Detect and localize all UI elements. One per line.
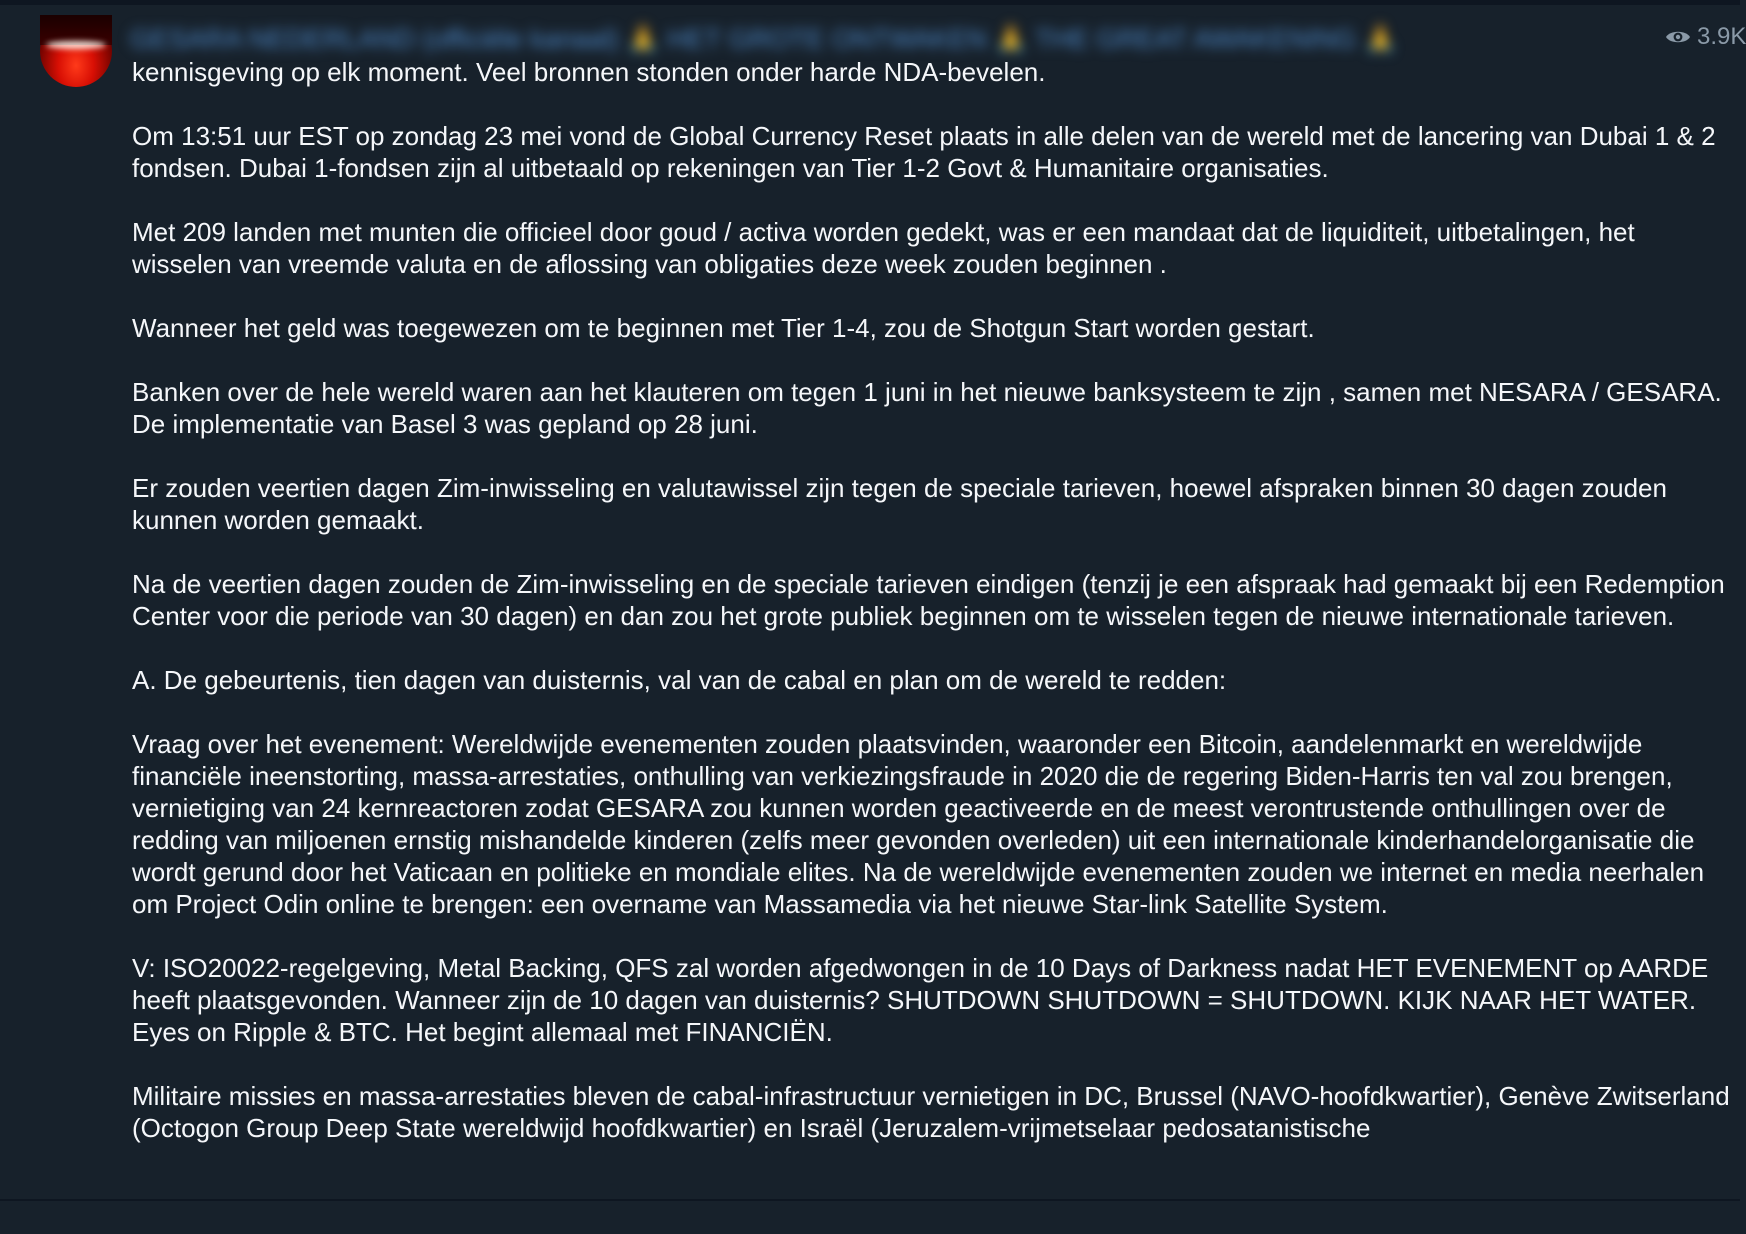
message-paragraph-9: Vraag over het evenement: Wereldwijde evenementen zouden plaatsvinden, waaronder een Bitcoin, aandelenmarkt en wereldwijde financiële ineenstorting, massa-arrestaties, onthulling van verkiezingsfraude in 2020 die de regering Biden-Harris ten val zou brengen, vernietiging van 24 kernreactoren zodat GESARA zou kunnen worden geactiveerde en de meest verontrustende onthullingen over de redding van miljoenen ernstig mishandelde kinderen (zelfs meer gevonden overleden) uit een internationale kinderhandelorganisatie die wordt gerund door het Vaticaan en politieke en mondiale elites. Na de wereldwijde evenementen zouden we internet en media neerhalen om Project Odin online te brengen: een overname van Massamedia via het nieuwe Star-link Satellite System. [132,729,1705,919]
views-label: 3.9K [1697,23,1746,50]
message-paragraph-10: V: ISO20022-regelgeving, Metal Backing, QFS zal worden afgedwongen in de 10 Days of Darkness nadat HET EVENEMENT op AARDE heeft plaatsgevonden. Wanneer zijn de 10 dagen van duisternis? SHUTDOWN SHUTDOWN = SHUTDOWN. KIJK NAAR HET WATER. Eyes on Ripple & BTC. Het begint allemaal met FINANCIËN. [132,953,1709,1047]
message-paragraph-11: Militaire missies en massa-arrestaties bleven de cabal-infrastructuur vernietigen in DC, Brussel (NAVO-hoofdkwartier), Genève Zwitserland (Octogon Group Deep State wereldwijd hoofdkwartier) en Israël (Jeruzalem-vrijmetselaar pedosatanistische [132,1081,1730,1143]
message-text [132,56,1732,1176]
message-paragraph-7: Na de veertien dagen zouden de Zim-inwisseling en de speciale tarieven eindigen (tenzij je een afspraak had gemaakt bij een Redemption Center voor die periode van 30 dagen) en dan zou het grote publiek beginnen om te wisselen tegen de nieuwe internationale tarieven. [132,569,1725,631]
view-count [1665,21,1746,53]
avatar-glow [46,41,106,49]
channel-avatar[interactable] [40,15,112,87]
message-paragraph-2: Om 13:51 uur EST op zondag 23 mei vond de Global Currency Reset plaats in alle delen van de wereld met de lancering van Dubai 1 & 2 fondsen. Dubai 1-fondsen zijn al uitbetaald op rekeningen van Tier 1-2 Govt & Humanitaire organisaties. [132,121,1716,183]
message-paragraph-8: A. De gebeurtenis, tien dagen van duisternis, val van de cabal en plan om de wereld te redden: [132,665,1227,695]
message-paragraph-3: Met 209 landen met munten die officieel door goud / activa worden gedekt, was er een mandaat dat de liquiditeit, uitbetalingen, het wisselen van vreemde valuta en de aflossing van obligaties deze week zouden beginnen . [132,217,1635,279]
channel-name-blurred[interactable]: GESARA NEDERLAND (officiële kanaal) 🙏 HET GROTE ONTWAKEN 🙏 THE GREAT AWAKENING 🙏 [130,24,1398,54]
message-paragraph-5: Banken over de hele wereld waren aan het klauteren om tegen 1 juni in het nieuwe banksysteem te zijn , samen met NESARA / GESARA. De implementatie van Basel 3 was gepland op 28 juni. [132,377,1722,439]
message-paragraph-4: Wanneer het geld was toegewezen om te beginnen met Tier 1-4, zou de Shotgun Start worden gestart. [132,313,1315,343]
channel-message [0,5,1746,1199]
message-paragraph-1: kennisgeving op elk moment. Veel bronnen stonden onder harde NDA-bevelen. [132,57,1046,87]
eye-icon [1665,28,1691,46]
message-paragraph-6: Er zouden veertien dagen Zim-inwisseling en valutawissel zijn tegen de speciale tarieven, hoewel afspraken binnen 30 dagen zouden kunnen worden gemaakt. [132,473,1667,535]
footer-strip [0,1201,1740,1234]
